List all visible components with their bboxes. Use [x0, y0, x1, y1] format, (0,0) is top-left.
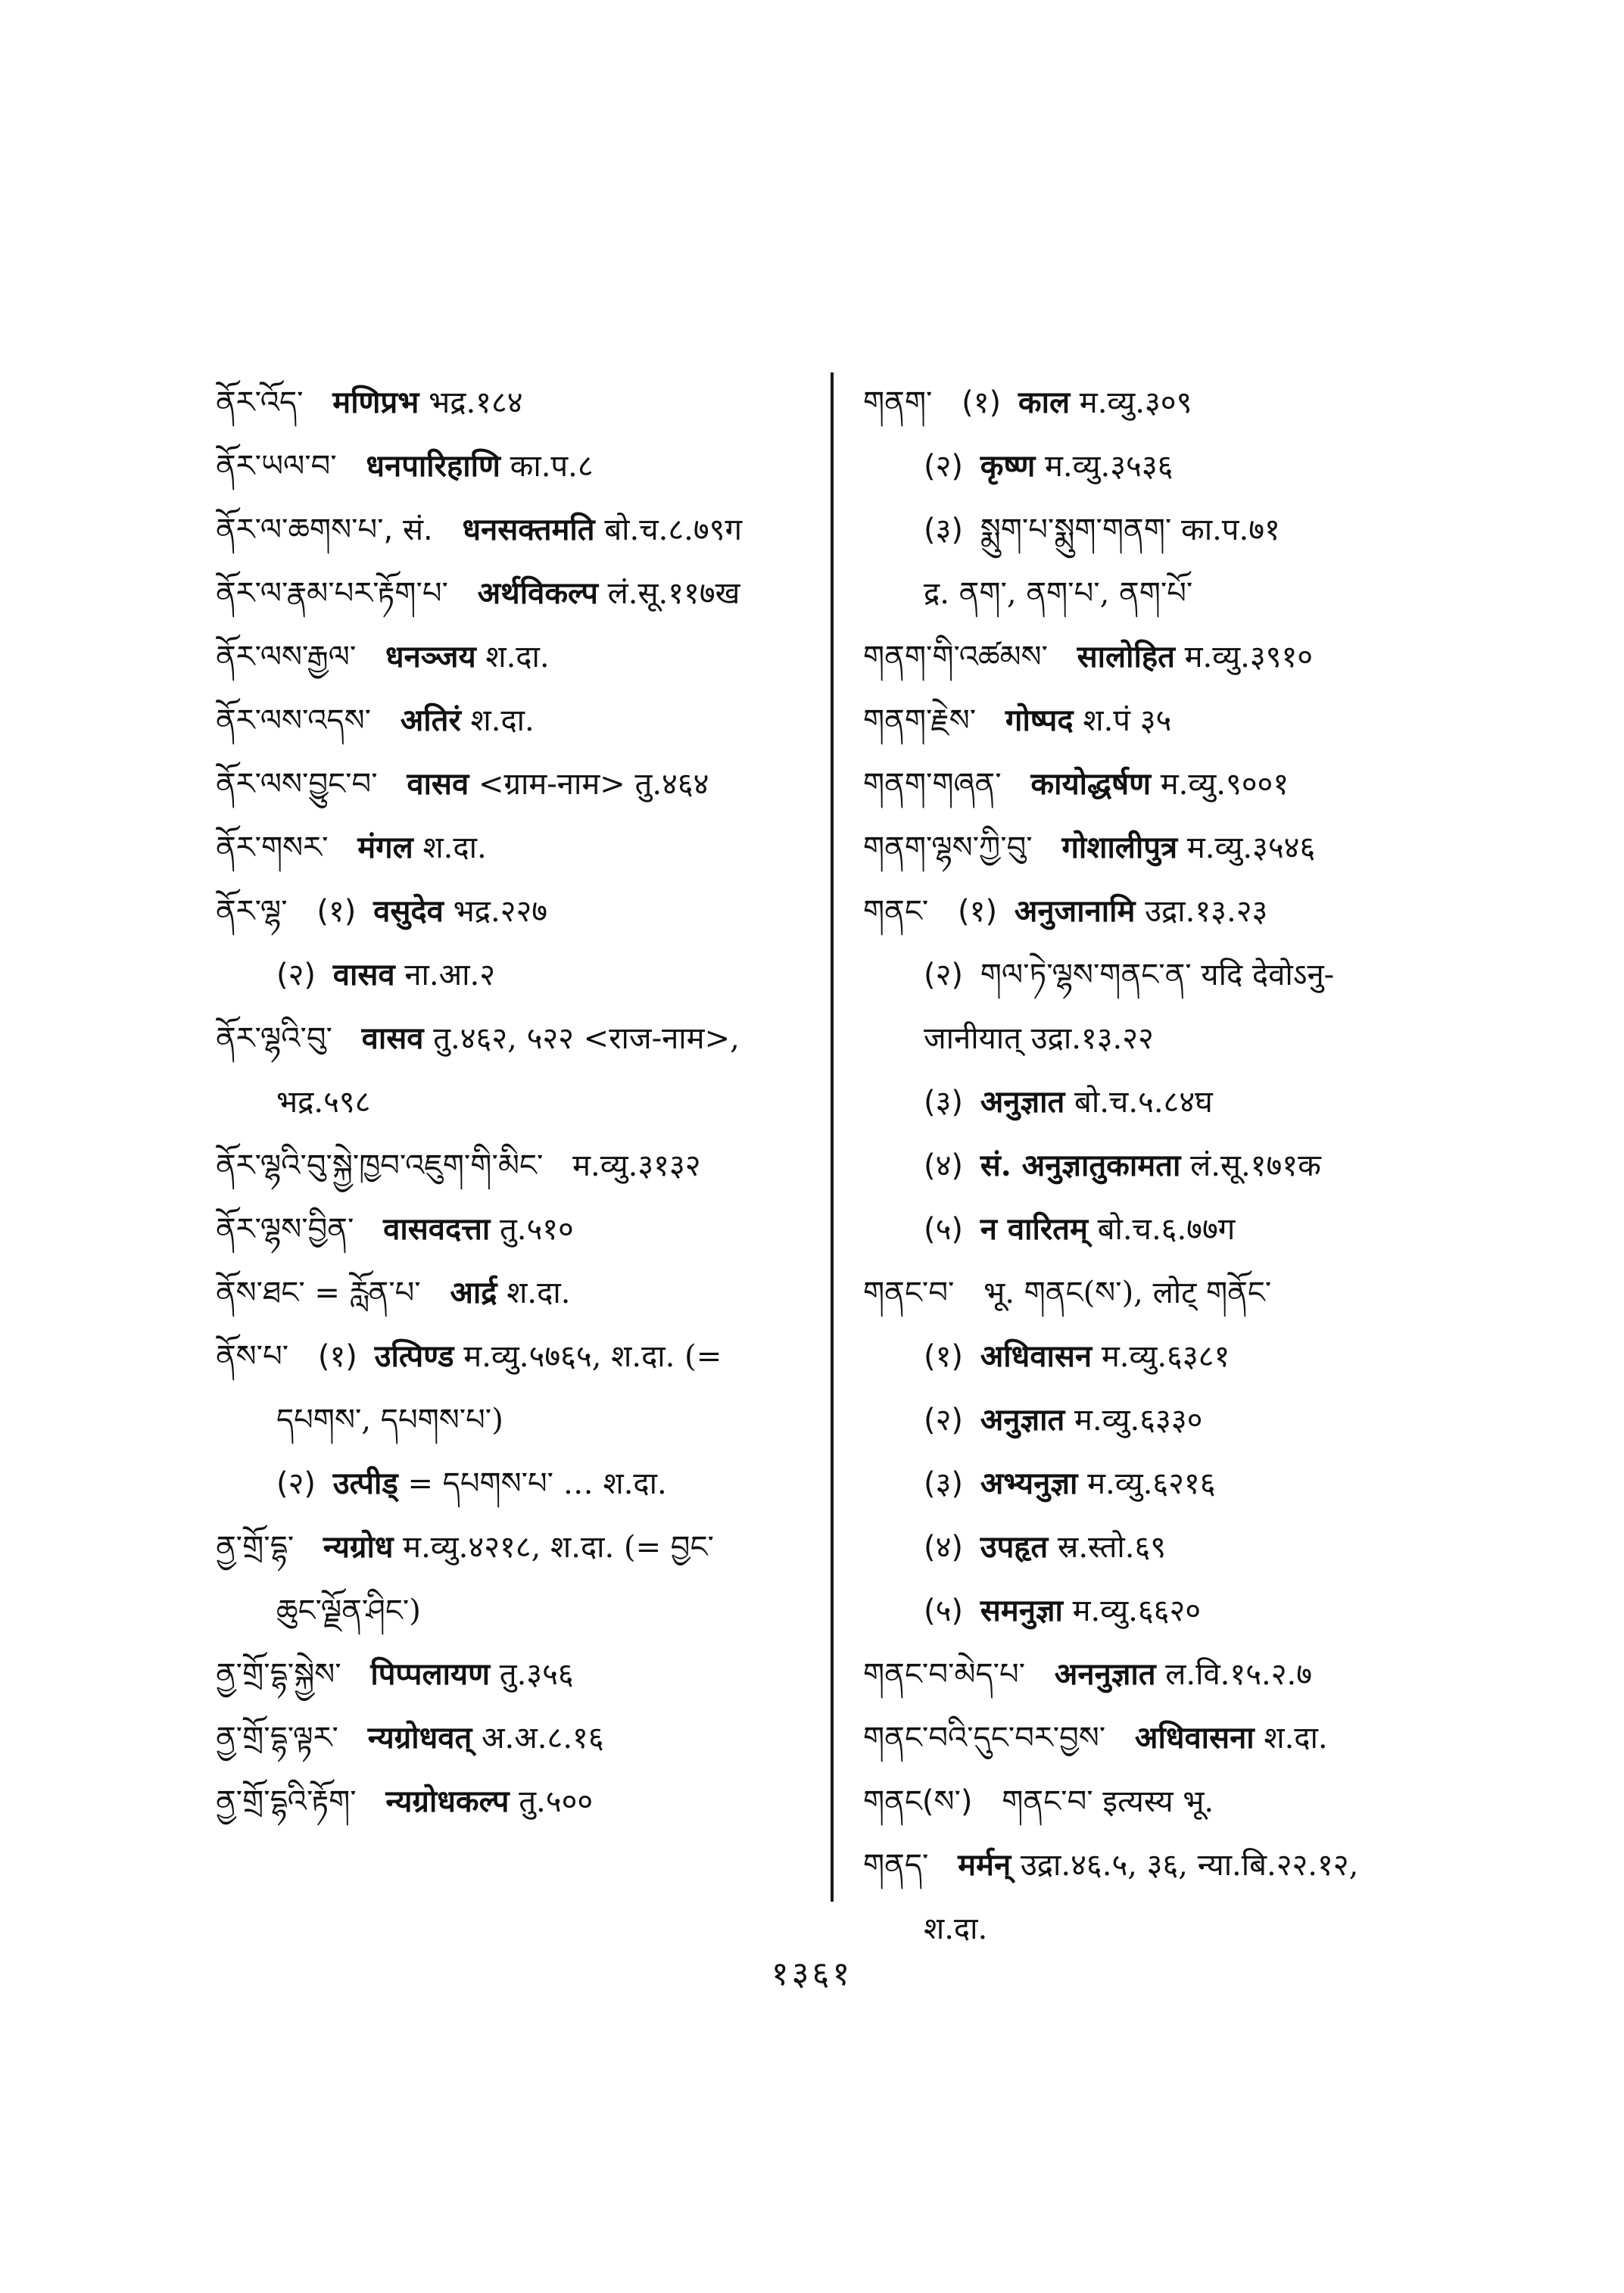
tibetan-headword: གནག་རྗེས་ [863, 703, 977, 738]
source-reference: स्र.स्तो.६९ [1057, 1530, 1167, 1565]
source-reference: बो.च.५.८४घ [1074, 1085, 1213, 1120]
source-reference: लं.सू.१७१क [1190, 1148, 1321, 1183]
sanskrit-equivalent: अभ्यनुज्ञा [980, 1466, 1078, 1501]
source-reference: म.व्यु.३९१० [1184, 640, 1314, 675]
source-reference: གནང་བ་ इत्यस्य भू. [1002, 1784, 1214, 1819]
sanskrit-equivalent: धनपारिहाणि [366, 448, 500, 484]
sanskrit-equivalent: अनुजानामि [1014, 893, 1136, 929]
sense-number: (३) [924, 1085, 964, 1120]
dictionary-entry [863, 1770, 1469, 1833]
source-reference: भद्र.१८४ [429, 385, 523, 420]
dictionary-entry [216, 880, 837, 943]
tibetan-headword: ནྱ་གྲོ་དྷ་ [216, 1530, 295, 1565]
source-reference: श.दा. [1264, 1721, 1328, 1756]
dictionary-entry [216, 689, 837, 752]
dictionary-entry [216, 1770, 837, 1833]
sanskrit-equivalent: सं. अनुज्ञातुकामता [980, 1148, 1181, 1183]
source-reference: म.व्यु.३५३६ [1044, 449, 1174, 484]
dictionary-entry [216, 435, 837, 498]
dictionary-entry [216, 1325, 837, 1388]
sense-number: (१) [317, 1339, 357, 1374]
dictionary-entry [216, 1134, 837, 1198]
source-reference: अ.अ.८.१६ [481, 1721, 604, 1756]
sanskrit-equivalent: समनुज्ञा [980, 1593, 1063, 1628]
sense-number: (३) [924, 1466, 964, 1501]
sanskrit-equivalent: अधिवासन [980, 1338, 1093, 1374]
source-reference: श.पं ३५ [1083, 703, 1172, 738]
source-reference: श.दा. [470, 703, 535, 738]
sanskrit-equivalent: कायोद्धर्षण [1030, 766, 1151, 802]
sanskrit-equivalent: न्यग्रोध [323, 1529, 394, 1565]
tibetan-headword: ནོར་ལས་རྒྱལ་ [216, 640, 357, 675]
tibetan-headword: ནོར་ལ་རྣམ་པར་རྟོག་པ་ [216, 576, 448, 611]
source-reference: जानीयात् उद्रा.१३.२२ [924, 1021, 1154, 1056]
source-reference: द्र. ནག་, ནག་པ་, ནག་པོ་ [924, 576, 1193, 611]
dictionary-entry [216, 1452, 837, 1516]
tibetan-headword: ནོར་ལས་འདས་ [216, 703, 371, 738]
source-reference: श.दा. [507, 1276, 571, 1310]
column-divider [831, 372, 834, 1902]
dictionary-entry [216, 752, 837, 816]
sanskrit-equivalent: उपहृत [980, 1529, 1049, 1565]
dictionary-entry [863, 1070, 1469, 1134]
sanskrit-equivalent: उत्पिण्ड [374, 1338, 454, 1374]
tibetan-headword: གནང་བ་ [863, 1276, 955, 1310]
sense-number: (१) [316, 894, 357, 929]
source-reference: म.व्यु.६३३० [1074, 1403, 1203, 1438]
left-column [216, 371, 837, 1833]
sense-number: (१) [924, 1339, 964, 1374]
source-reference: <ग्राम-नाम> तु.४६४ [478, 767, 709, 802]
dictionary-entry [863, 689, 1469, 752]
tibetan-headword: གནང་བའི་དུང་བར་བྱས་ [863, 1721, 1106, 1756]
sanskrit-equivalent: न्यग्रोधकल्प [385, 1784, 510, 1819]
dictionary-entry [863, 752, 1469, 816]
tibetan-headword: གནང(ས་) [863, 1784, 973, 1819]
sanskrit-equivalent: कृष्ण [980, 448, 1036, 484]
dictionary-entry [216, 625, 837, 689]
dictionary-entry [863, 816, 1469, 880]
sense-number: (५) [924, 1212, 964, 1247]
source-reference: का.प.८ [510, 449, 594, 484]
dictionary-entry [863, 1643, 1469, 1706]
dictionary-entry [863, 880, 1469, 943]
right-column [863, 371, 1469, 1961]
sanskrit-equivalent: वसुदेव [373, 893, 444, 929]
source-reference: म.व्यु.३५४६ [1186, 830, 1316, 865]
dictionary-entry [216, 371, 837, 435]
tibetan-headword: གནང་ [863, 894, 929, 929]
sense-number: (१) [958, 894, 998, 929]
sanskrit-equivalent: अतिरं [400, 703, 461, 738]
sense-number: (५) [924, 1594, 964, 1628]
source-reference: भू. གནང(ས་), लोट् གནོང་ [983, 1276, 1272, 1310]
dictionary-entry [216, 562, 837, 625]
source-reference: म.व्यु.३०९ [1079, 385, 1192, 420]
source-reference: भद्र.२२७ [453, 894, 548, 929]
source-reference: ल.वि.१५.२.७ [1165, 1657, 1313, 1692]
tibetan-headword: གནག་ [863, 385, 933, 420]
source-reference: म.व्यु.४२१८, श.दा. (= བྱང་ [403, 1530, 714, 1565]
sanskrit-equivalent: अनुज्ञात [980, 1084, 1065, 1120]
sense-number: (१) [962, 385, 1002, 420]
source-reference: སྨུག་པ་སྨུག་གནག་ का.प.७१ [980, 512, 1280, 547]
source-reference: དཔགས་, དཔགས་པ་) [276, 1403, 503, 1438]
sanskrit-equivalent: गोष्पद [1005, 703, 1074, 738]
source-reference: म.व्यु.३१३२ [572, 1148, 701, 1183]
source-reference: उद्रा.४६.५, ३६, न्या.बि.२२.१२, [1020, 1848, 1359, 1883]
source-reference: भद्र.५९८ [276, 1085, 371, 1120]
dictionary-entry [216, 1516, 837, 1579]
tibetan-headword: ནོར་འོད་ [216, 385, 304, 420]
sense-number: (३) [924, 512, 964, 547]
tibetan-headword: གནད་ [863, 1848, 929, 1883]
source-reference: तु.५१० [499, 1212, 574, 1247]
dictionary-entry [216, 1007, 837, 1070]
sanskrit-equivalent: मर्मन् [958, 1847, 1011, 1883]
dictionary-entry [863, 1579, 1469, 1643]
source-reference: म.व्यु.६६२० [1072, 1594, 1202, 1628]
dictionary-entry [863, 1198, 1469, 1261]
source-reference: उद्रा.१३.२३ [1145, 894, 1268, 929]
tibetan-headword: ནོར་ལྷ་ [216, 894, 288, 929]
dictionary-entry [863, 1325, 1469, 1388]
sanskrit-equivalent: सालोहित [1077, 639, 1175, 675]
dictionary-entry [216, 1706, 837, 1770]
dictionary-entry [863, 1452, 1469, 1516]
tibetan-headword: གནག་ལྷས་ཀྱི་བུ་ [863, 830, 1033, 865]
dictionary-entry [216, 1579, 837, 1643]
sense-number: (२) [924, 958, 964, 992]
source-reference: ना.आ.२ [404, 958, 496, 992]
sense-number: (४) [924, 1530, 964, 1565]
source-reference: तु.३५६ [499, 1657, 574, 1692]
sense-number: (४) [924, 1148, 964, 1183]
source-reference: श.दा. [924, 1911, 988, 1946]
tibetan-headword: ནོར་ལྷས་བྱིན་ [216, 1212, 354, 1247]
sanskrit-equivalent: काल [1018, 385, 1071, 420]
page-number: १३६१ [771, 1955, 853, 1993]
dictionary-entry [863, 1388, 1469, 1452]
source-reference: གལ་ཏེ་ལྷས་གནང་ན་ यदि देवोऽनु- [980, 958, 1335, 992]
source-reference: म.व्यु.९००१ [1160, 767, 1289, 802]
sanskrit-equivalent: धनसक्तमति [462, 512, 595, 547]
dictionary-entry [863, 371, 1469, 435]
dictionary-entry [863, 562, 1469, 625]
dictionary-entry [216, 498, 837, 562]
tibetan-headword: ནོར་ལ་ཆགས་པ་, सं. [216, 512, 433, 547]
source-reference: लं.सू.११७ख [607, 576, 740, 611]
sense-number: (२) [276, 1466, 316, 1501]
tibetan-headword: ནོས་ཐང་ = རློན་པ་ [216, 1276, 421, 1310]
dictionary-entry [863, 943, 1469, 1007]
dictionary-entry [863, 1134, 1469, 1198]
sanskrit-equivalent: उत्पीड् [332, 1466, 398, 1501]
dictionary-entry [216, 1643, 837, 1706]
source-reference: बो.च.८.७९ग [604, 512, 742, 547]
source-reference: म.व्यु.६३८१ [1101, 1339, 1230, 1374]
sanskrit-equivalent: आर्द्र [450, 1275, 497, 1310]
dictionary-entry [216, 943, 837, 1007]
source-reference: श.दा. [485, 640, 550, 675]
tibetan-headword: གནང་བ་མེད་པ་ [863, 1657, 1026, 1692]
sanskrit-equivalent: अनुज्ञात [980, 1402, 1065, 1438]
source-reference: तु.४६२, ५२२ <राज-नाम>, [433, 1021, 740, 1056]
dictionary-entry [863, 625, 1469, 689]
source-reference: श.दा. [422, 830, 487, 865]
sanskrit-equivalent: अननुज्ञात [1054, 1656, 1156, 1692]
sanskrit-equivalent: न्यग्रोधवत् [367, 1720, 472, 1756]
sanskrit-equivalent: अर्थविकल्प [477, 575, 598, 611]
sense-number: (२) [924, 1403, 964, 1438]
sanskrit-equivalent: न वारितम् [980, 1211, 1088, 1247]
sanskrit-equivalent: मंगल [357, 830, 413, 865]
sanskrit-equivalent: वासव [361, 1020, 424, 1056]
dictionary-entry [863, 498, 1469, 562]
dictionary-entry [216, 1388, 837, 1452]
sanskrit-equivalent: अधिवासना [1134, 1720, 1255, 1756]
dictionary-entry [863, 1516, 1469, 1579]
tibetan-headword: ནྱ་གྲོ་དྷའི་རྟོག་ [216, 1784, 357, 1819]
sense-number: (२) [924, 449, 964, 484]
source-reference: ཆུང་ལྗོན་ཤིང་) [276, 1594, 421, 1628]
tibetan-headword: ནྱ་གྲོ་དྷ་ལྟར་ [216, 1721, 338, 1756]
dictionary-entry [863, 435, 1469, 498]
source-reference: = དཔགས་པ་ … श.दा. [407, 1466, 667, 1501]
sanskrit-equivalent: मणिप्रभ [332, 385, 419, 420]
dictionary-entry [863, 1261, 1469, 1325]
sanskrit-equivalent: वासव [407, 766, 469, 802]
tibetan-headword: ནོར་གསར་ [216, 830, 329, 865]
tibetan-headword: གནག་གི་འཚམས་ [863, 640, 1048, 675]
dictionary-entry [216, 1070, 837, 1134]
source-reference: बो.च.६.७७ग [1097, 1212, 1236, 1247]
source-reference: म.व्यु.६२१६ [1087, 1466, 1216, 1501]
dictionary-entry [863, 1706, 1469, 1770]
source-reference: तु.५०० [519, 1784, 594, 1819]
sanskrit-equivalent: धनञ्जय [385, 639, 476, 675]
tibetan-headword: ནོར་ལྷའི་བུ་སྐྱེ་ཁྱབ་འཇུག་གི་མིང་ [216, 1148, 544, 1183]
dictionary-entry [863, 1007, 1469, 1070]
sense-number: (२) [276, 958, 316, 992]
dictionary-entry [216, 816, 837, 880]
tibetan-headword: གནག་གཞན་ [863, 767, 1002, 802]
tibetan-headword: ནྱ་གྲོ་དྷ་སྐྱེས་ [216, 1657, 341, 1692]
sanskrit-equivalent: वासवदत्ता [383, 1211, 491, 1247]
tibetan-headword: ནོར་ཡལ་བ་ [216, 449, 337, 484]
tibetan-headword: ནོར་ལས་བྱུང་བ་ [216, 767, 378, 802]
dictionary-entry [863, 1833, 1469, 1897]
dictionary-entry [216, 1261, 837, 1325]
sanskrit-equivalent: पिप्पलायण [370, 1656, 491, 1692]
tibetan-headword: ནོར་ལྷའི་བུ་ [216, 1021, 332, 1056]
source-reference: म.व्यु.५७६५, श.दा. (= [463, 1339, 722, 1374]
tibetan-headword: ནོས་པ་ [216, 1339, 289, 1374]
dictionary-entry [216, 1198, 837, 1261]
sanskrit-equivalent: वासव [332, 957, 395, 992]
sanskrit-equivalent: गोशालीपुत्र [1061, 830, 1178, 865]
